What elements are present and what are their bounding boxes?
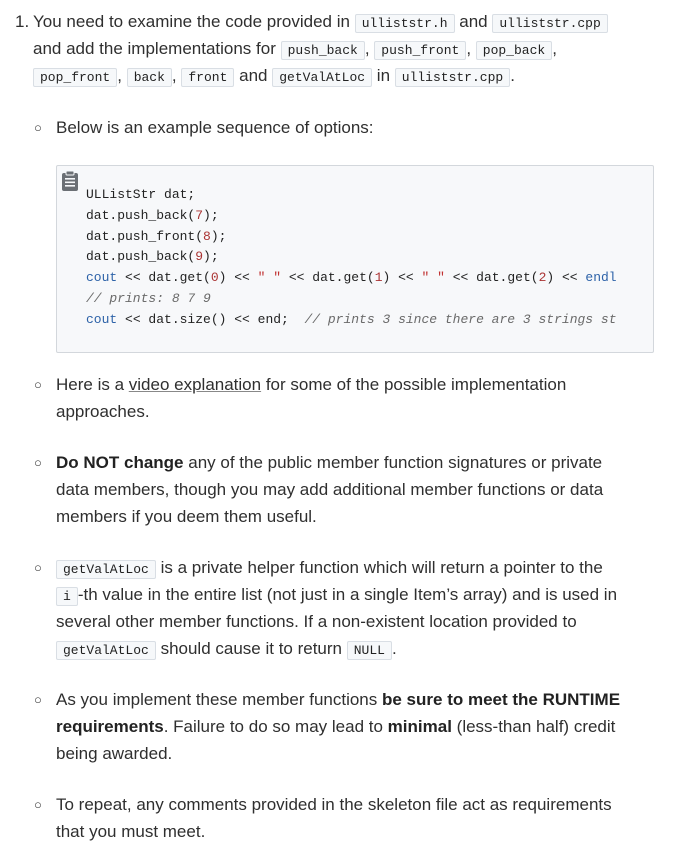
comma: , — [117, 66, 122, 85]
bullet-icon: ○ — [34, 377, 42, 392]
bullet-icon: ○ — [34, 797, 42, 812]
runtime-text: . Failure to do so may lead to — [163, 717, 383, 736]
code-keyword: cout — [86, 311, 118, 327]
code-token: dat.push_back( — [86, 207, 196, 223]
runtime-line-1 — [56, 686, 620, 713]
repeat-line-1: To repeat, any comments provided in the skeleton file act as requirements — [56, 795, 612, 814]
runtime-bold: be sure to meet the RUNTIME — [382, 690, 621, 709]
comma: , — [466, 39, 472, 58]
code-keyword: cout — [86, 270, 118, 286]
item-number: 1. — [15, 12, 30, 31]
clipboard-copy-icon[interactable] — [61, 170, 79, 192]
donot-text: any of the public member function signatures or private — [188, 453, 603, 472]
code-token: ); — [203, 207, 219, 223]
fn-getvalatloc: getValAtLoc — [272, 68, 372, 87]
code-token: << dat.size() << end; — [117, 311, 305, 327]
intro-text: and — [459, 12, 488, 31]
bullet-icon: ○ — [34, 120, 42, 135]
code-number: 9 — [195, 249, 204, 265]
getval-text: should cause it to return — [160, 639, 343, 658]
donot-line-3: members if you deem them useful. — [56, 507, 317, 526]
code-block — [56, 165, 654, 353]
intro-line-1 — [33, 8, 608, 37]
comma: , — [552, 39, 557, 58]
runtime-text: As you implement these member functions — [56, 690, 378, 709]
fn-front: front — [181, 68, 234, 87]
fn-pop-front: pop_front — [33, 68, 117, 87]
fn-push-back: push_back — [281, 41, 365, 60]
code-number: 8 — [203, 228, 211, 244]
comma: , — [364, 39, 370, 58]
code-token: ); — [210, 228, 227, 244]
code-token: dat.push_back( — [86, 249, 196, 265]
intro-text: in — [376, 66, 391, 85]
fn-push-front: push_front — [374, 41, 466, 60]
intro-text: and add the implementations for — [33, 39, 276, 58]
getval-text: is a private helper function which will return a pointer to the — [160, 558, 603, 577]
example-lead: Below is an example sequence of options: — [56, 118, 374, 137]
period: . — [510, 66, 515, 85]
code-number: 2 — [538, 270, 547, 286]
runtime-line-2 — [56, 713, 615, 740]
repeat-line-2: that you must meet. — [56, 822, 206, 841]
video-text: for some of the possible implementation — [265, 375, 567, 394]
getval-line-4 — [56, 635, 397, 664]
code-string: " " — [421, 270, 445, 286]
video-text: Here is a — [56, 375, 125, 394]
code-token: << dat.get( — [281, 270, 375, 286]
code-token: dat.push_front( — [86, 228, 204, 244]
getval-line-1 — [56, 554, 603, 583]
code-token: << dat.get( — [117, 270, 211, 286]
fn-pop-back: pop_back — [476, 41, 552, 60]
donot-bold: Do NOT change — [56, 453, 184, 472]
code-string: " " — [257, 270, 282, 286]
bullet-icon: ○ — [34, 560, 42, 575]
intro-line-2 — [33, 35, 557, 64]
null-literal: NULL — [347, 641, 392, 660]
getval-text: -th value in the entire list (not just in a single Item’s array) and is used in — [77, 585, 618, 604]
video-line-1 — [56, 371, 566, 398]
runtime-bold: requirements — [56, 717, 164, 736]
runtime-line-3: being awarded. — [56, 744, 173, 763]
code-token: << dat.get( — [444, 270, 539, 286]
code-line: ULListStr dat; — [86, 187, 196, 202]
donot-line-1 — [56, 449, 602, 476]
code-comment: // prints 3 since there are 3 strings st — [304, 311, 617, 327]
bullet-icon: ○ — [34, 692, 42, 707]
code-token: ); — [203, 249, 219, 265]
fn-getvalatloc: getValAtLoc — [56, 560, 156, 579]
file-name-cpp: ulliststr.cpp — [492, 14, 607, 33]
intro-text: and — [239, 66, 268, 85]
bullet-icon: ○ — [34, 455, 42, 470]
comma: , — [171, 66, 177, 85]
video-line-2: approaches. — [56, 402, 150, 421]
intro-text: You need to examine the code provided in — [33, 12, 350, 31]
runtime-text: (less-than half) credit — [456, 717, 616, 736]
code-keyword: endl — [585, 270, 617, 286]
code-number: 0 — [210, 270, 219, 286]
video-explanation-link[interactable]: video explanation — [128, 375, 262, 394]
code-token: ) << — [218, 270, 258, 286]
file-name-h: ulliststr.h — [355, 14, 455, 33]
fn-back: back — [127, 68, 172, 87]
file-name-cpp: ulliststr.cpp — [395, 68, 510, 87]
code-number: 7 — [195, 207, 204, 223]
getval-line-3: several other member functions. If a non-existent location provided to — [56, 612, 577, 631]
period: . — [391, 639, 397, 658]
code-snippet — [86, 185, 617, 331]
code-number: 1 — [374, 270, 383, 286]
getval-line-2 — [56, 581, 617, 610]
fn-getvalatloc: getValAtLoc — [56, 641, 156, 660]
code-comment: // prints: 8 7 9 — [86, 290, 211, 306]
runtime-bold: minimal — [387, 717, 452, 736]
code-token: ) << — [382, 270, 422, 286]
index-variable: i — [56, 587, 78, 606]
donot-line-2: data members, though you may add additional member functions or data — [56, 480, 604, 499]
intro-line-3 — [33, 62, 515, 91]
code-token: ) << — [546, 270, 586, 286]
